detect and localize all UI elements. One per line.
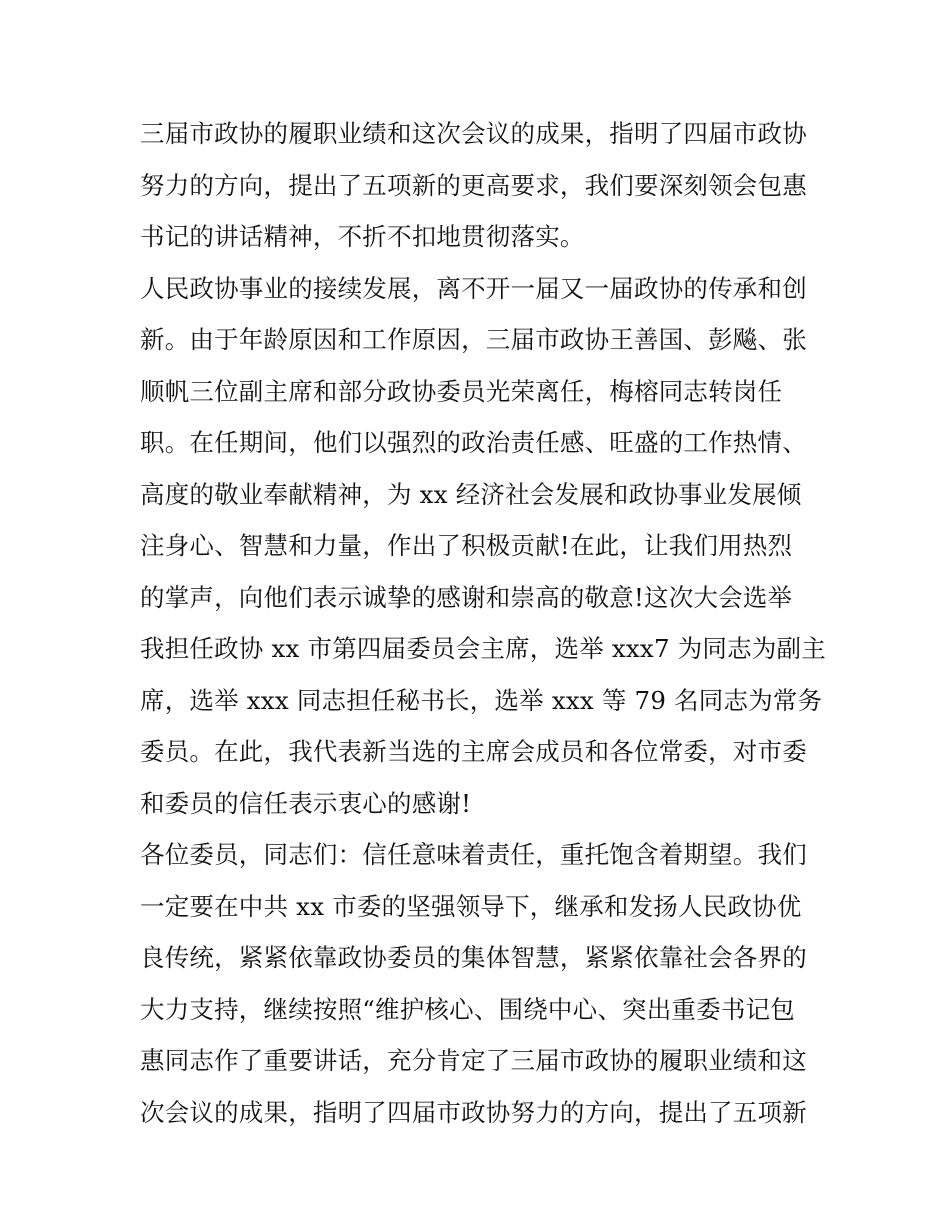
text-line-9: 注身心、智慧和力量，作出了积极贡献!在此，让我们用热烈	[140, 531, 793, 560]
text-line-17: 良传统，紧紧依靠政协委员的集体智慧，紧紧依靠社会各界的	[140, 943, 807, 972]
text-line-4: 人民政协事业的接续发展，离不开一届又一届政协的传承和创	[140, 273, 807, 303]
text-line-16: 一定要在中共 xx 市委的坚强领导下，继承和发扬人民政协优	[140, 891, 802, 921]
text-line-15: 各位委员，同志们：信任意味着责任，重托饱含着期望。我们	[140, 840, 807, 869]
text-line-18: 大力支持，继续按照“维护核心、围绕中心、突出重委书记包	[140, 994, 795, 1024]
text-line-14: 和委员的信任表示衷心的感谢!	[140, 788, 472, 818]
text-line-5: 新。由于年龄原因和工作原因，三届市政协王善国、彭飚、张	[140, 325, 807, 354]
text-line-1: 三届市政协的履职业绩和这次会议的成果，指明了四届市政协	[140, 119, 807, 148]
text-line-19: 惠同志作了重要讲话，充分肯定了三届市政协的履职业绩和这	[140, 1046, 807, 1075]
document-body	[140, 108, 830, 1138]
text-line-12: 席，选举 xxx 同志担任秘书长，选举 xxx 等 79 名同志为常务	[140, 685, 823, 715]
text-line-11: 我担任政协 xx 市第四届委员会主席，选举 xxx7 为同志为副主	[140, 634, 826, 663]
text-line-20: 次会议的成果，指明了四届市政协努力的方向，提出了五项新	[140, 1097, 807, 1127]
text-line-6: 顺帆三位副主席和部分政协委员光荣离任，梅榕同志转岗任	[140, 376, 783, 406]
text-line-2: 努力的方向，提出了五项新的更高要求，我们要深刻领会包惠	[140, 170, 807, 200]
text-line-7: 职。在任期间，他们以强烈的政治责任感、旺盛的工作热情、	[140, 428, 807, 457]
text-line-10: 的掌声，向他们表示诚挚的感谢和崇高的敬意!这次大会选举	[140, 582, 793, 612]
text-line-8: 高度的敬业奉献精神，为 xx 经济社会发展和政协事业发展倾	[140, 479, 802, 509]
text-line-3: 书记的讲话精神，不折不扣地贯彻落实。	[140, 222, 585, 251]
text-line-13: 委员。在此，我代表新当选的主席会成员和各位常委，对市委	[140, 737, 807, 766]
